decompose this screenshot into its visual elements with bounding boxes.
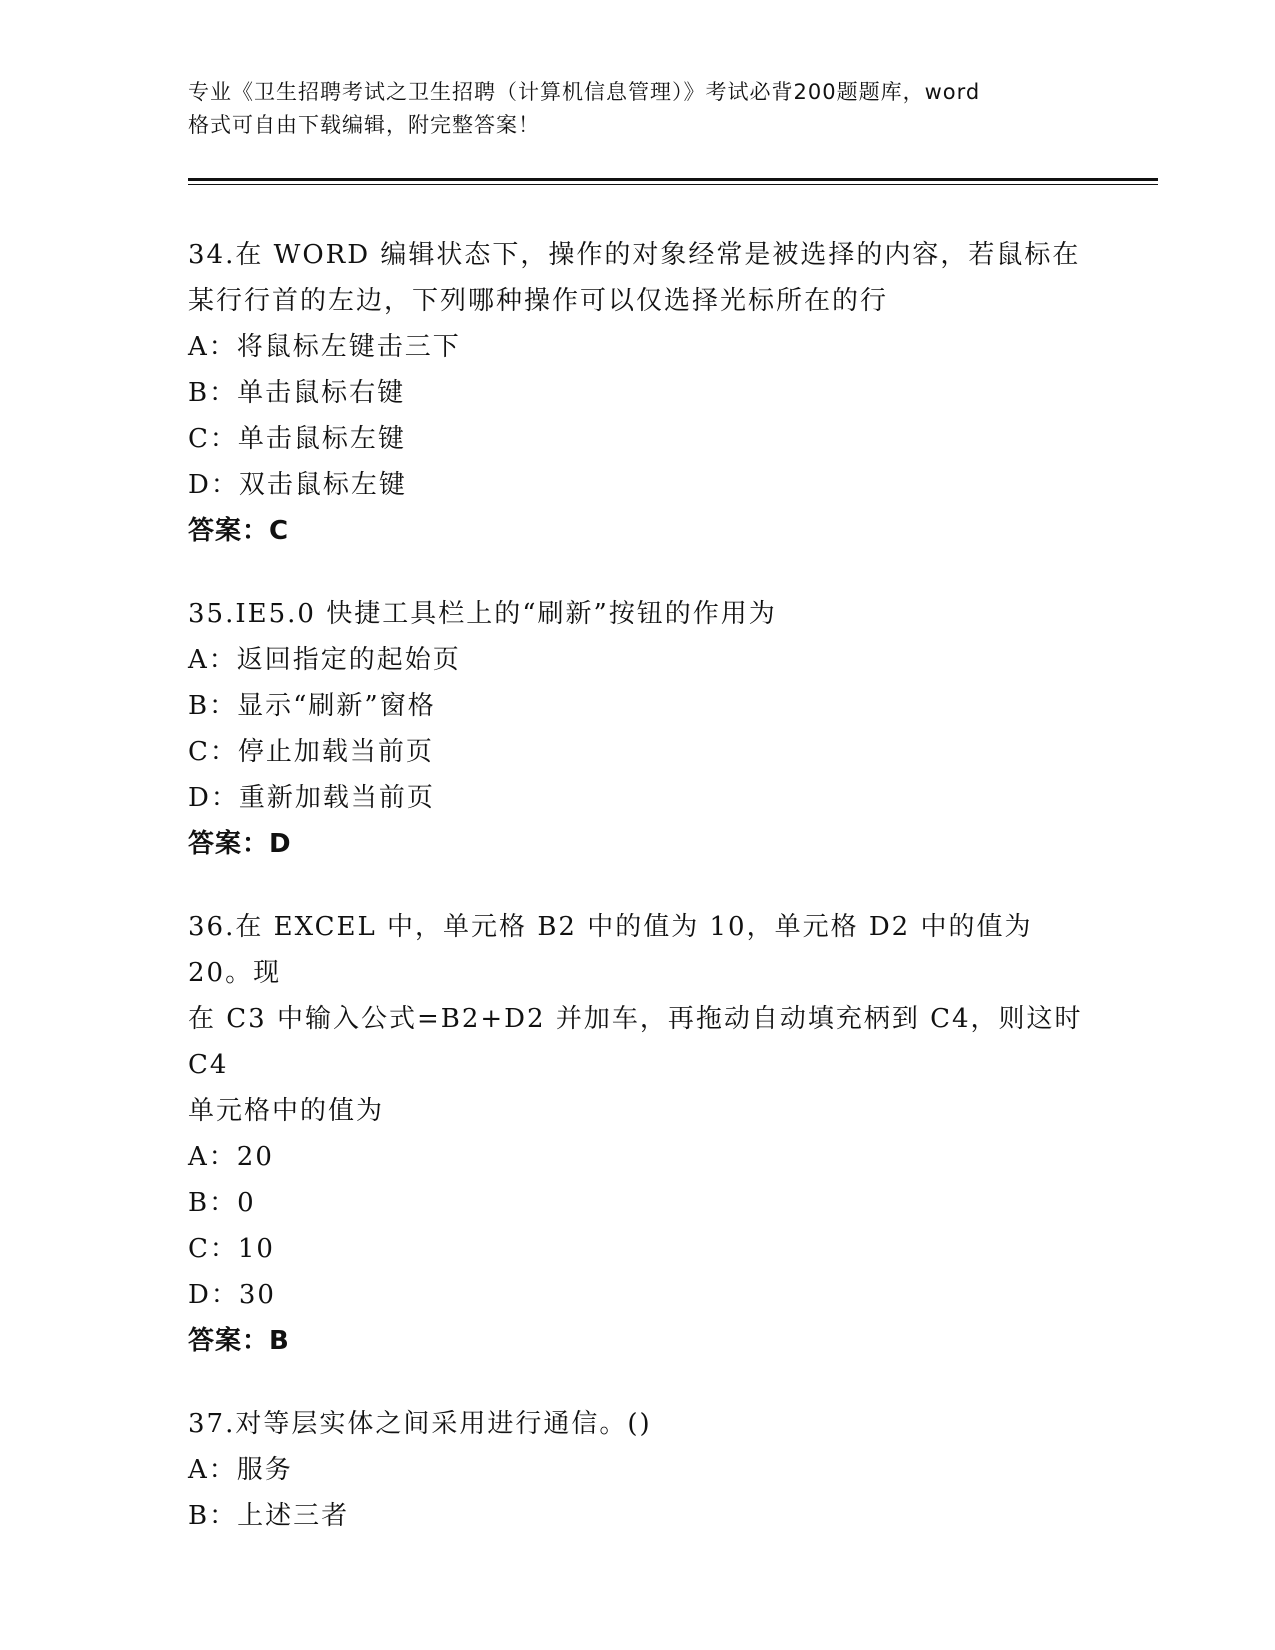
answer: 答案：C: [188, 516, 290, 546]
question-list: [188, 232, 1088, 1576]
question-stem: [188, 904, 1088, 1134]
option-c: C：停止加载当前页: [188, 737, 434, 767]
question-stem: [188, 591, 1088, 637]
option-b: B：0: [188, 1188, 256, 1218]
question-stem: [188, 1401, 1088, 1447]
option-a: A：20: [188, 1142, 274, 1172]
option-d: D：双击鼠标左键: [188, 470, 407, 500]
document-header: [188, 76, 1088, 142]
question-stem-line: 37.对等层实体之间采用进行通信。(): [188, 1409, 652, 1439]
header-line-2: 格式可自由下载编辑，附完整答案！: [188, 113, 540, 137]
question-stem-line: 35.IE5.0 快捷工具栏上的“刷新”按钮的作用为: [188, 599, 777, 629]
question-34: [188, 232, 1088, 554]
answer: 答案：B: [188, 1326, 290, 1356]
question-stem-line: 单元格中的值为: [188, 1096, 385, 1126]
question-37: [188, 1401, 1088, 1539]
header-line-1: 专业《卫生招聘考试之卫生招聘（计算机信息管理）》考试必背200题题库，word: [188, 80, 981, 104]
question-stem-line: 34.在 WORD 编辑状态下，操作的对象经常是被选择的内容，若鼠标在: [188, 240, 1081, 270]
question-stem-line: 在 C3 中输入公式=B2+D2 并加车，再拖动自动填充柄到 C4，则这时 C4: [188, 1004, 1083, 1080]
option-d: D：重新加载当前页: [188, 783, 435, 813]
option-c: C：10: [188, 1234, 275, 1264]
option-b: B：显示“刷新”窗格: [188, 691, 436, 721]
option-a: A：将鼠标左键击三下: [188, 332, 461, 362]
question-stem-line: 某行行首的左边，下列哪种操作可以仅选择光标所在的行: [188, 286, 889, 316]
question-35: [188, 591, 1088, 867]
option-b: B：上述三者: [188, 1501, 350, 1531]
question-stem: [188, 232, 1088, 324]
answer: 答案：D: [188, 829, 292, 859]
option-c: C：单击鼠标左键: [188, 424, 406, 454]
question-36: [188, 904, 1088, 1364]
option-a: A：返回指定的起始页: [188, 645, 461, 675]
option-b: B：单击鼠标右键: [188, 378, 406, 408]
option-a: A：服务: [188, 1455, 293, 1485]
header-divider-thin: [188, 184, 1158, 185]
question-stem-line: 36.在 EXCEL 中，单元格 B2 中的值为 10，单元格 D2 中的值为 20。现: [188, 912, 1033, 988]
option-d: D：30: [188, 1280, 276, 1310]
header-divider-thick: [188, 178, 1158, 181]
